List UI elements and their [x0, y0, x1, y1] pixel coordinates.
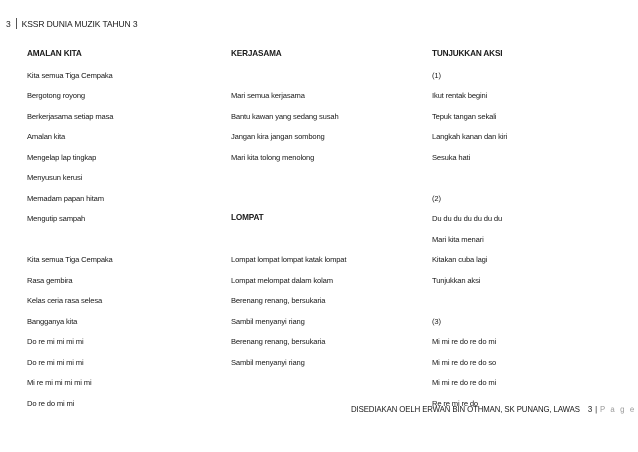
header-title: KSSR DUNIA MUZIK TAHUN 3 [21, 18, 138, 29]
lyric-line: Sesuka hati [432, 152, 471, 162]
lyric-line: Bangganya kita [27, 316, 78, 326]
lyric-line: Jangan kira jangan sombong [231, 132, 325, 141]
lyric-line: Du du du du du du du [432, 214, 503, 223]
lyric-line: (1) [432, 70, 441, 80]
page-header [6, 18, 137, 29]
lyric-line: Sambil menyanyi riang [231, 316, 305, 326]
lyric-line: Tunjukkan aksi [432, 275, 481, 285]
lyric-line: Do re mi mi mi mi [27, 337, 84, 346]
lyric-line: Amalan kita [27, 132, 66, 141]
lyric-line: (2) [432, 193, 441, 203]
lyric-line: Mi mi re do re do mi [432, 337, 497, 346]
lyric-line: Kita semua Tiga Cempaka [27, 255, 113, 264]
lyric-line: Mi mi re do re do so [432, 357, 497, 367]
page-footer [351, 405, 636, 414]
section-heading: TUNJUKKAN AKSI [432, 49, 503, 58]
lyric-line: Lompat melompat dalam kolam [231, 275, 333, 285]
lyric-line: Mi re mi mi mi mi mi [27, 378, 92, 387]
lyric-line: Re re mi re do [432, 398, 479, 408]
lyric-line: Menyusun kerusi [27, 173, 83, 182]
lyric-line: Mari kita tolong menolong [231, 152, 315, 162]
lyric-line: Mari kita menari [432, 234, 484, 244]
lyric-line: Berkerjasama setiap masa [27, 111, 114, 121]
lyric-line: Memadam papan hitam [27, 193, 104, 203]
footer-credit: DISEDIAKAN OELH ERWAN BIN OTHMAN, SK PUNANG, LAWAS [351, 405, 580, 414]
lyric-line: Sambil menyanyi riang [231, 357, 305, 367]
lyric-line: Tepuk tangan sekali [432, 111, 497, 121]
lyric-line: Langkah kanan dan kiri [432, 132, 508, 141]
lyric-line: Bergotong royong [27, 91, 85, 100]
lyric-line: Mari semua kerjasama [231, 91, 305, 100]
lyric-line: Kita semua Tiga Cempaka [27, 70, 113, 80]
section-heading: KERJASAMA [231, 49, 282, 58]
lyric-line: Lompat lompat lompat katak lompat [231, 255, 347, 264]
section-heading: LOMPAT [231, 213, 264, 222]
lyric-line: Berenang renang, bersukaria [231, 337, 326, 346]
footer-separator: | [595, 405, 597, 414]
footer-page-word: P a g e [600, 405, 636, 414]
lyric-line: Bantu kawan yang sedang susah [231, 111, 339, 121]
lyric-line: Kelas ceria rasa selesa [27, 296, 103, 305]
lyric-line: (3) [432, 316, 441, 326]
header-divider [16, 18, 17, 29]
lyric-line: Mi mi re do re do mi [432, 378, 497, 387]
lyric-line: Mengutip sampah [27, 214, 86, 223]
lyric-line: Berenang renang, bersukaria [231, 296, 326, 305]
lyric-line: Mengelap lap tingkap [27, 152, 97, 162]
header-page-number: 3 [6, 18, 11, 29]
lyric-line: Ikut rentak begini [432, 91, 488, 100]
lyric-line: Kitakan cuba lagi [432, 255, 488, 264]
lyric-line: Rasa gembira [27, 275, 73, 285]
lyric-line: Do re do mi mi [27, 398, 75, 408]
section-heading: AMALAN KITA [27, 49, 82, 58]
lyric-line: Do re mi mi mi mi [27, 357, 84, 367]
footer-page-number: 3 [587, 405, 593, 414]
